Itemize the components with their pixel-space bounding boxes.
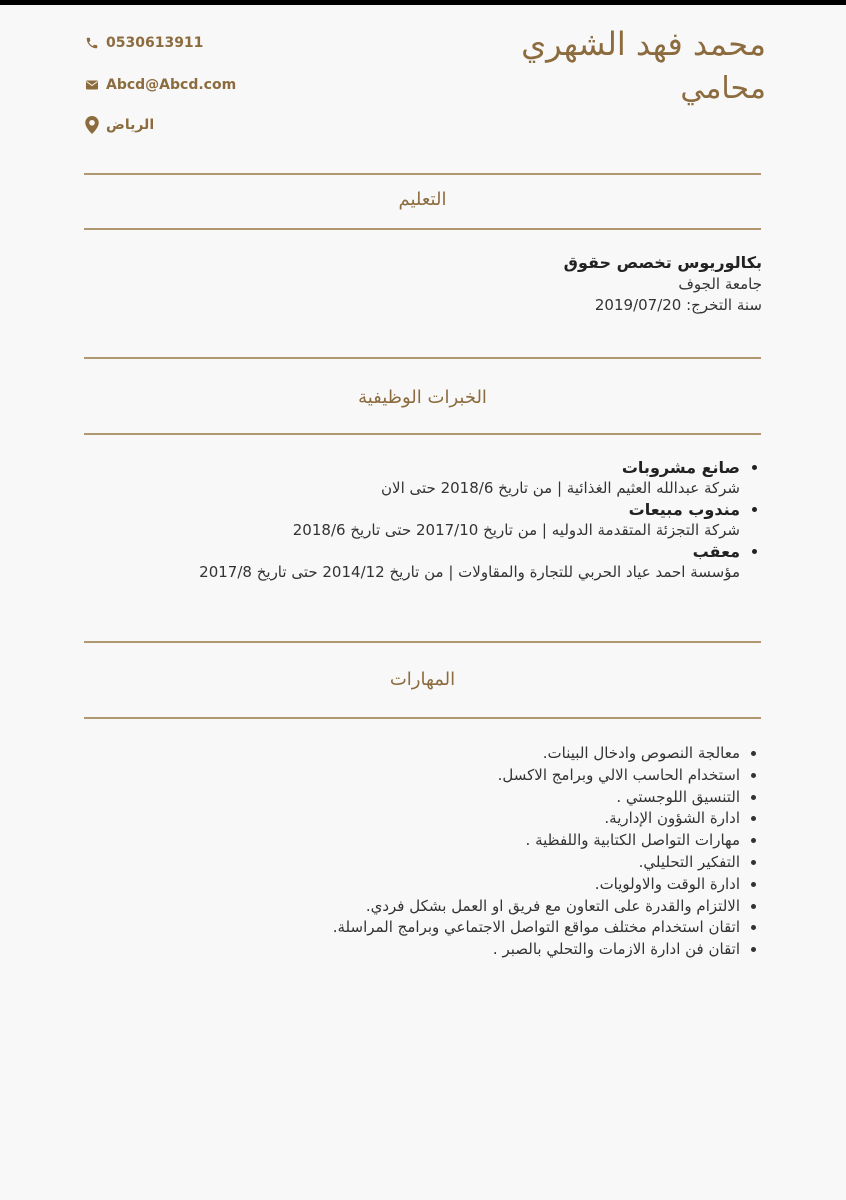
- email-address: Abcd@Abcd.com: [106, 77, 237, 93]
- job-role: • مندوب مبيعات: [628, 500, 740, 519]
- phone-number: 0530613911: [106, 35, 204, 51]
- skills-title: المهارات: [389, 669, 456, 690]
- list-item: • ادارة الشؤون الإدارية.: [120, 808, 740, 830]
- section-divider: [84, 357, 761, 359]
- skills-list: [120, 743, 762, 961]
- university: جامعة الجوف: [678, 275, 762, 293]
- job-detail: شركة عبدالله العثيم الغذائية | من تاريخ 2018/6 حتى الان: [381, 479, 740, 497]
- job-detail: مؤسسة احمد عياد الحربي للتجارة والمقاولات | من تاريخ 2014/12 حتى تاريخ 2017/8: [199, 563, 740, 581]
- contact-phone: [84, 35, 203, 51]
- location-pin-icon: [84, 117, 100, 133]
- education-title: التعليم: [398, 189, 447, 210]
- experience-title: الخبرات الوظيفية: [358, 387, 487, 408]
- contact-email: [84, 77, 236, 93]
- section-divider: [84, 228, 761, 230]
- list-item: • مهارات التواصل الكتابية واللفظية .: [120, 830, 740, 852]
- job-detail: شركة التجزئة المتقدمة الدوليه | من تاريخ 2017/10 حتى تاريخ 2018/6: [292, 521, 740, 539]
- degree: بكالوريوس تخصص حقوق: [563, 253, 762, 272]
- education-entry: [362, 253, 762, 316]
- list-item: [120, 541, 740, 583]
- list-item: [120, 499, 740, 541]
- section-divider: [84, 173, 761, 175]
- list-item: • التفكير التحليلي.: [120, 852, 740, 874]
- phone-icon: [84, 35, 100, 51]
- list-item: • استخدام الحاسب الالي وبرامج الاكسل.: [120, 765, 740, 787]
- experience-list: [120, 457, 762, 583]
- section-divider: [84, 717, 761, 719]
- list-item: • اتقان استخدام مختلف مواقع التواصل الاجتماعي وبرامج المراسلة.: [120, 917, 740, 939]
- section-divider: [84, 641, 761, 643]
- list-item: [120, 457, 740, 499]
- job-title: محامي: [680, 71, 766, 106]
- list-item: • التنسيق اللوجستي .: [120, 787, 740, 809]
- list-item: • اتقان فن ادارة الازمات والتحلي بالصبر .: [120, 939, 740, 961]
- job-role: • معقب: [692, 542, 740, 561]
- list-item: • الالتزام والقدرة على التعاون مع فريق او العمل بشكل فردي.: [120, 896, 740, 918]
- person-name: محمد فهد الشهري: [521, 25, 766, 63]
- section-divider: [84, 433, 761, 435]
- graduation-date: سنة التخرج: 2019/07/20: [594, 296, 762, 314]
- resume-page: [0, 5, 846, 1200]
- job-role: • صانع مشروبات: [621, 458, 740, 477]
- contact-city: [84, 117, 154, 133]
- list-item: • ادارة الوقت والاولويات.: [120, 874, 740, 896]
- list-item: • معالجة النصوص وادخال البينات.: [120, 743, 740, 765]
- envelope-icon: [84, 77, 100, 93]
- city-name: الرياض: [106, 117, 155, 133]
